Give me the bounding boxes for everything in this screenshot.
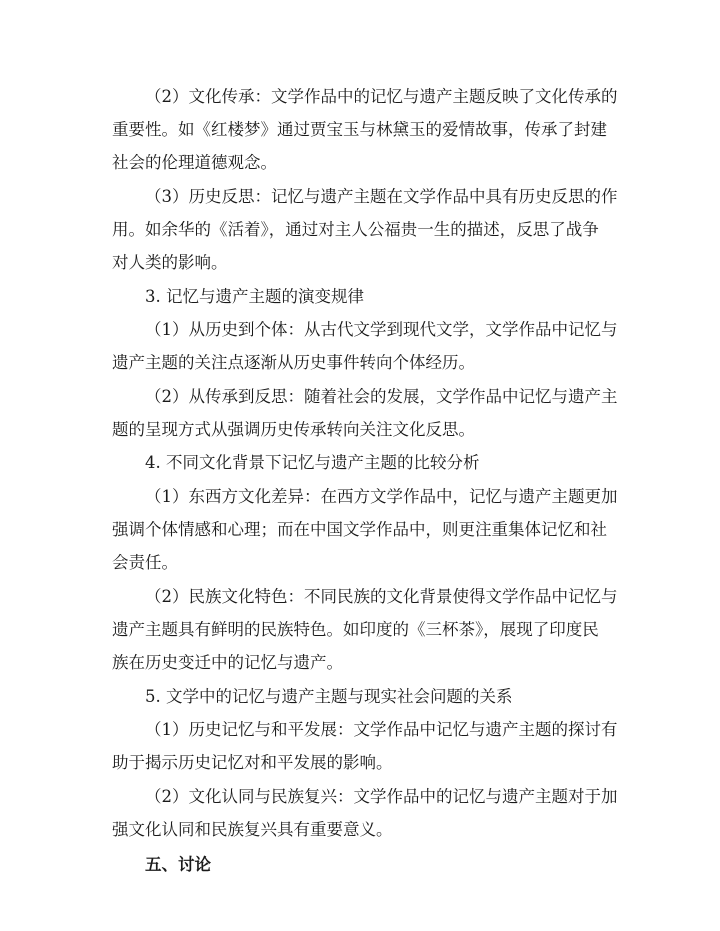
paragraph-line: 助于揭示历史记忆对和平发展的影响。 bbox=[112, 753, 393, 772]
paragraph-line: 对人类的影响。 bbox=[112, 253, 228, 272]
section-heading: 五、讨论 bbox=[145, 855, 211, 874]
paragraph-line: 强文化认同和民族复兴具有重要意义。 bbox=[112, 820, 393, 839]
paragraph-line: 遗产主题具有鲜明的民族特色。如印度的《三杯茶》，展现了印度民 bbox=[112, 620, 599, 639]
paragraph-line: （2）文化认同与民族复兴：文学作品中的记忆与遗产主题对于加 bbox=[145, 787, 618, 806]
paragraph-line: （3）历史反思：记忆与遗产主题在文学作品中具有历史反思的作 bbox=[145, 187, 618, 206]
paragraph-line: 题的呈现方式从强调历史传承转向关注文化反思。 bbox=[112, 420, 475, 439]
paragraph-line: （1）东西方文化差异：在西方文学作品中，记忆与遗产主题更加 bbox=[145, 487, 618, 506]
subsection-heading: 3. 记忆与遗产主题的演变规律 bbox=[145, 287, 364, 306]
paragraph-line: （2）民族文化特色：不同民族的文化背景使得文学作品中记忆与 bbox=[145, 587, 618, 606]
paragraph-line: 遗产主题的关注点逐渐从历史事件转向个体经历。 bbox=[112, 353, 475, 372]
paragraph-line: 社会的伦理道德观念。 bbox=[112, 153, 277, 172]
paragraph-line: 重要性。如《红楼梦》通过贾宝玉与林黛玉的爱情故事，传承了封建 bbox=[112, 120, 607, 139]
paragraph-line: （1）历史记忆与和平发展：文学作品中记忆与遗产主题的探讨有 bbox=[145, 720, 618, 739]
paragraph-line: 用。如余华的《活着》，通过对主人公福贵一生的描述，反思了战争 bbox=[112, 220, 599, 239]
subsection-heading: 5. 文学中的记忆与遗产主题与现实社会问题的关系 bbox=[145, 687, 513, 706]
paragraph-line: 强调个体情感和心理；而在中国文学作品中，则更注重集体记忆和社 bbox=[112, 520, 607, 539]
subsection-heading: 4. 不同文化背景下记忆与遗产主题的比较分析 bbox=[145, 453, 480, 472]
paragraph-line: 会责任。 bbox=[112, 553, 178, 572]
paragraph-line: （2）从传承到反思：随着社会的发展，文学作品中记忆与遗产主 bbox=[145, 387, 618, 406]
paragraph-line: 族在历史变迁中的记忆与遗产。 bbox=[112, 653, 343, 672]
paragraph-line: （2）文化传承：文学作品中的记忆与遗产主题反映了文化传承的 bbox=[145, 87, 618, 106]
paragraph-line: （1）从历史到个体：从古代文学到现代文学，文学作品中记忆与 bbox=[145, 320, 618, 339]
